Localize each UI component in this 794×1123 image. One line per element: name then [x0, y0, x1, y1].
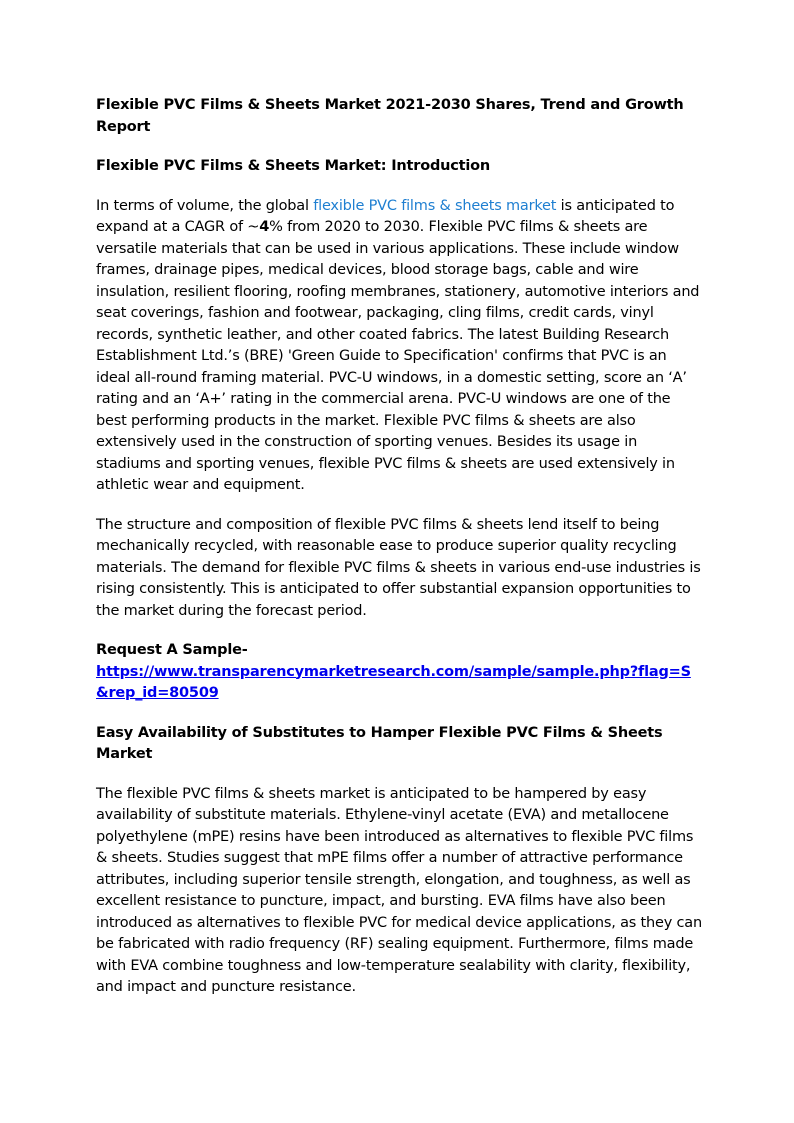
- request-sample-link[interactable]: https://www.transparencymarketresearch.com/sample/sample.php?flag=S&rep_id=80509: [96, 663, 691, 701]
- substitutes-heading: Easy Availability of Substitutes to Hamper Flexible PVC Films & Sheets Market: [96, 724, 663, 762]
- introduction-heading: Flexible PVC Films & Sheets Market: Introduction: [96, 158, 491, 174]
- document-title: Flexible PVC Films & Sheets Market 2021-2030 Shares, Trend and Growth Report: [96, 97, 684, 135]
- para1-text-rest: % from 2020 to 2030. Flexible PVC films & sheets are versatile materials that can be used in various applications. These include window frames, drainage pipes, medical devices, blood storage bags, cable and wire insulation, resilient flooring, roofing membranes, stationery, automotive interiors and seat coverings, fashion and footwear, packaging, cling films, credit cards, vinyl records, synthetic leather, and other coated fabrics. The latest Building Research Establishment Ltd.’s (BRE) 'Green Guide to Specification' confirms that PVC is an ideal all-round framing material. PVC-U windows, in a domestic setting, score an ‘A’ rating and an ‘A+’ rating in the commercial arena. PVC-U windows are one of the best performing products in the market. Flexible PVC films & sheets are also extensively used in the construction of sporting venues. Besides its usage in stadiums and sporting venues, flexible PVC films & sheets are used extensively in athletic wear and equipment.: [96, 219, 700, 493]
- para1-text-start: In terms of volume, the global: [96, 197, 314, 214]
- introduction-paragraph: [96, 196, 702, 497]
- substitutes-paragraph: The flexible PVC films & sheets market is anticipated to be hampered by easy availability of substitute materials. Ethylene-vinyl acetate (EVA) and metallocene polyethylene (mPE) resins have been introduced as alternatives to flexible PVC films & sheets. Studies suggest that mPE films offer a number of attractive performance attributes, including superior tensile strength, elongation, and toughness, as well as excellent resistance to puncture, impact, and bursting. EVA films have also been introduced as alternatives to flexible PVC for medical device applications, as they can be fabricated with radio frequency (RF) sealing equipment. Furthermore, films made with EVA combine toughness and low-temperature sealability with clarity, flexibility, and impact and puncture resistance.: [96, 785, 702, 995]
- para1-text-cagr: is anticipated to expand at a CAGR of ~: [96, 197, 675, 235]
- document-page: [96, 95, 702, 1017]
- market-report-link[interactable]: flexible PVC films & sheets market: [313, 197, 557, 214]
- request-sample-block: [96, 640, 702, 705]
- cagr-value: 4: [259, 219, 270, 235]
- request-sample-label: Request A Sample-: [96, 642, 248, 658]
- recycling-paragraph: The structure and composition of flexible PVC films & sheets lend itself to being mechanically recycled, with reasonable ease to produce superior quality recycling materials. The demand for flexible PVC films & sheets in various end-use industries is rising consistently. This is anticipated to offer substantial expansion opportunities to the market during the forecast period.: [96, 516, 701, 619]
